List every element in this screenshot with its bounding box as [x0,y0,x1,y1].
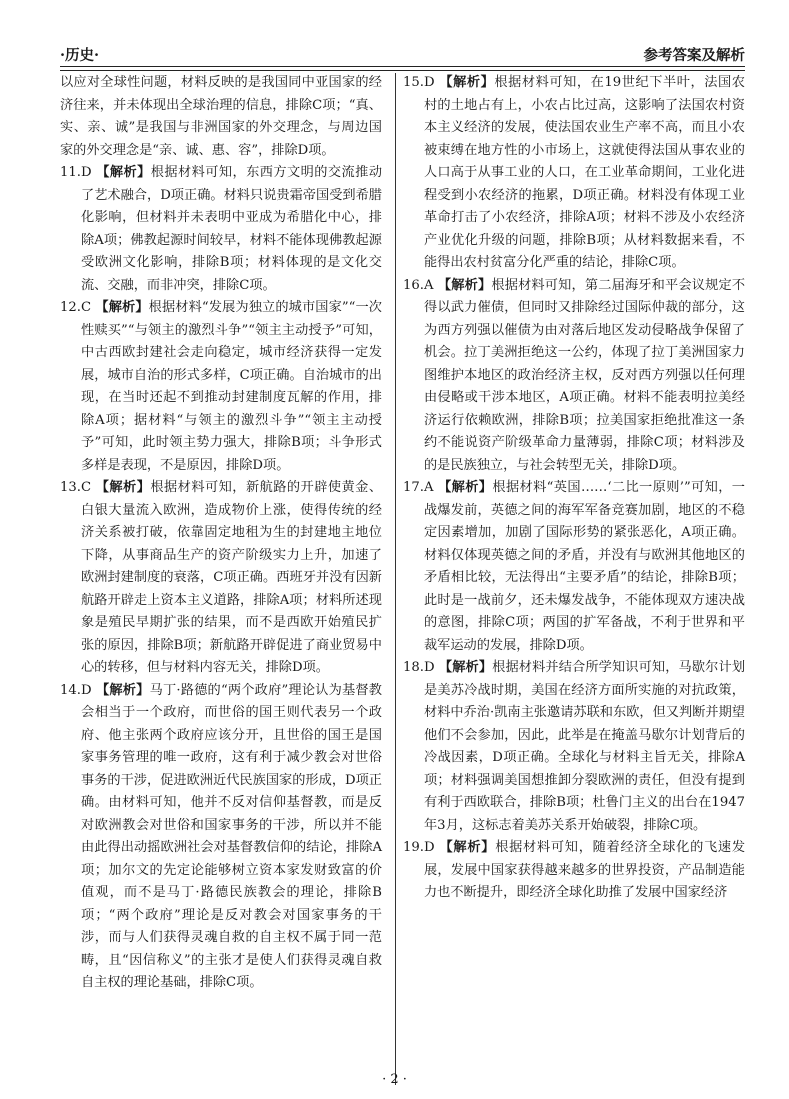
entry-tag: 【解析】 [438,480,493,495]
entry-text: 根据材料并结合所学知识可知，马歇尔计划是美苏冷战时期，美国在经济方面所实施的对抗政策，材料中乔治·凯南主张邀请苏联和东欧，但又判断并期望他们不会参加，因此，此举是在掩盖马歇尔计划背后的冷战因素，D项正确。全球化与材料主旨无关，排除A项；材料强调美国想推卸分裂欧洲的责任，但没有提到有利于西欧联合，排除B项；杜鲁门主义的出台在1947年3月，这标志着美苏关系开始破裂，排除C项。 [424,660,746,833]
entry-text: 根据材料可知，在19世纪下半叶，法国农村的土地占有上，小农占比过高，这影响了法国农村资本主义经济的发展，使法国农业生产率不高，而且小农被束缚在地方性的小市场上，这就使得法国从事农业的人口高于从事工业的人口，在工业革命期间，工业化进程受到小农经济的拖累，D项正确。材料没有体现工业革命打击了小农经济，排除A项；材料不涉及小农经济产业优化升级的问题，排除B项；从材料数据来看，不能得出农村贫富分化严重的结论，排除C项。 [424,75,745,270]
entry-tag: 【解析】 [439,75,495,90]
page-number: · 2 · [382,1072,407,1087]
answer-entry-18 [403,657,745,837]
entry-text: 根据材料可知，第二届海牙和平会议规定不得以武力催债，但同时又排除经过国际仲裁的部分，这为西方列强以催债为由对落后地区发动侵略战争保留了机会。拉丁美洲拒绝这一公约，体现了拉丁美洲国家力图维护本地区的政治经济主权，反对西方列强以任何理由侵略或干涉本地区，A项正确。材料不能表明拉美经济运行依赖欧洲，排除B项；拉美国家拒绝批准这一条约不能说资产阶级革命力量薄弱，排除C项；材料涉及的是民族独立，与社会转型无关，排除D项。 [424,277,746,473]
entry-tag: 【解析】 [95,300,149,315]
entry-text: 根据材料可知，随着经济全球化的飞速发展，发展中国家获得越来越多的世界投资，产品制造能力也不断提升，即经济全球化助推了发展中国家经济 [424,840,746,900]
entry-tag: 【解析】 [439,840,496,855]
answer-entry-15 [403,72,745,275]
answer-entry-13 [60,477,382,680]
entry-answer: D [80,682,92,698]
entry-answer: A [423,480,434,495]
entry-tag: 【解析】 [96,165,151,180]
entry-number: 13. [60,480,81,495]
entry-number: 15. [403,75,424,90]
header-rule [60,66,745,67]
header-rule-thin [60,70,745,71]
left-column [60,72,382,995]
answer-entry-11 [60,162,382,297]
entry-number: 18. [403,660,424,675]
entry-tag: 【解析】 [437,277,492,293]
entry-number: 12. [60,300,81,315]
answer-entry-12 [60,297,382,477]
section-title: 参考答案及解析 [643,47,745,64]
page-header [60,44,745,68]
answer-entry-14 [60,680,382,995]
entry-answer: C [80,300,92,315]
entry-answer: C [80,480,92,495]
entry-text: 根据材料“发展为独立的城市国家”“一次性赎买”“与领主的激烈斗争”“领主主动授予”可知，中古西欧封建社会走向稳定，城市经济获得一定发展，城市自治的形式多样，C项正确。自治城市的出现，在当时还起不到推动封建制度瓦解的作用，排除A项；据材料“与领主的激烈斗争”“领主主动授予”可知，此时领主势力强大，排除B项；斗争形式多样是表现，不是原因，排除D项。 [81,300,382,473]
entry-answer: D [423,840,435,855]
entry-tag: 【解析】 [95,480,151,495]
answer-entry-19 [403,837,745,905]
entry-number: 14. [60,682,81,698]
entry-text: 根据材料可知，新航路的开辟使黄金、白银大量流入欧洲，造成物价上涨，使得传统的经济关系被打破，依靠固定地租为生的封建地主地位下降，从事商品生产的资产阶级实力上升，加速了欧洲封建制度的衰落，C项正确。西班牙并没有因新航路开辟走上资本主义道路，排除A项；材料所述现象是殖民早期扩张的结果，而不是西欧开始殖民扩张的原因，排除B项；新航路开辟促进了商业贸易中心的转移，但与材料内容无关，排除D项。 [81,480,383,675]
column-divider [395,73,396,1085]
continuation-text: 以应对全球性问题，材料反映的是我国同中亚国家的经济往来，并未体现出全球治理的信息，排除C项；“真、实、亲、诚”是我国与非洲国家的外交理念，与周边国家的外交理念是“亲、诚、惠、容”，排除D项。 [60,75,382,158]
entry-answer: A [423,277,434,293]
answer-entry-16 [403,275,745,478]
entry-text: 根据材料“英国……‘二比一原则’”可知，一战爆发前，英德之间的海军军备竞赛加剧，地区的不稳定因素增加，加剧了国际形势的紧张恶化，A项正确。材料仅体现英德之间的矛盾，并没有与欧洲其他地区的矛盾相比较，无法得出“主要矛盾”的结论，排除B项；此时是一战前夕，还未爆发战争，不能体现双方速决战的意图，排除C项；两国的扩军备战，不利于世界和平裁军运动的发展，排除D项。 [424,480,745,653]
right-column [403,72,745,905]
entry-number: 16. [403,277,424,293]
entry-number: 19. [403,840,424,855]
subject-label: ·历史· [60,47,100,64]
entry-number: 11. [60,165,81,180]
entry-answer: D [80,165,92,180]
entry-number: 17. [403,480,424,495]
answer-entry-17 [403,477,745,657]
entry-answer: D [423,660,435,675]
entry-text: 马丁·路德的“两个政府”理论认为基督教会相当于一个政府，而世俗的国王则代表另一个政府、他主张两个政府应该分开，且世俗的国王是国家事务管理的唯一政府，这有利于减少教会对世俗事务的干涉，促进欧洲近代民族国家的形成，D项正确。由材料可知，他并不反对信仰基督教，而是反对欧洲教会对世俗和国家事务的干涉，所以并不能由此得出动摇欧洲社会对基督教信仰的结论，排除A项；加尔文的先定论能够树立资本家发财致富的价值观，而不是马丁·路德民族教会的理论，排除B项；“两个政府”理论是反对教会对国家事务的干涉，而与人们获得灵魂自救的自主权不属于同一范畴，且“因信称义”的主张才是使人们获得灵魂自救自主权的理论基础，排除C项。 [81,682,382,990]
entry-tag: 【解析】 [438,660,493,675]
entry-tag: 【解析】 [95,682,150,698]
entry-text: 根据材料可知，东西方文明的交流推动了艺术融合，D项正确。材料只说贵霜帝国受到希腊化影响，但材料并未表明中亚成为希腊化中心，排除A项；佛教起源时间较早，材料不能体现佛教起源受欧洲文化影响，排除B项；材料体现的是文化交流、交融，而非冲突，排除C项。 [81,165,383,293]
entry-answer: D [423,75,435,90]
